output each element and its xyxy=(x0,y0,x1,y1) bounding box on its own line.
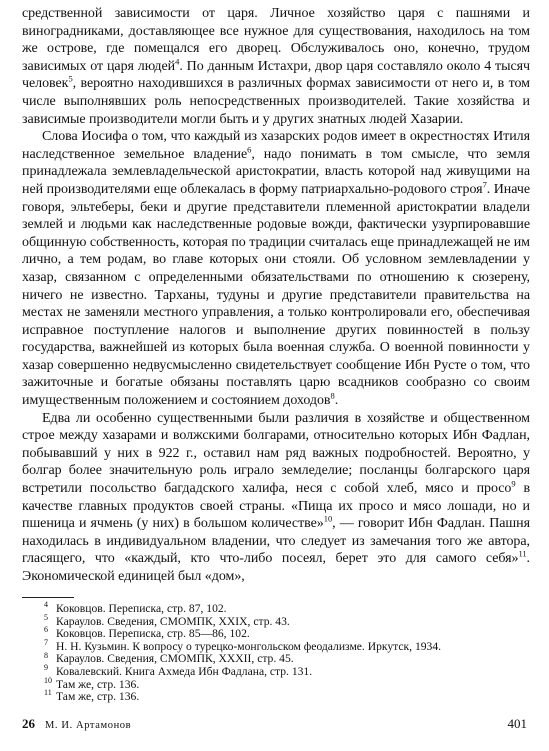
footnote: 10 Там же, стр. 136. xyxy=(44,675,140,691)
footnote-text: Н. Н. Кузьмин. К вопросу о турецко-монгольском феодализме. Иркутск, 1934. xyxy=(56,639,442,653)
footnote-text: Коковцов. Переписка, стр. 87, 102. xyxy=(56,602,227,615)
paragraph-1 xyxy=(22,5,530,128)
footnote-text: Караулов. Сведения, СМОМПК, XXIX, стр. 43. xyxy=(56,614,290,628)
footnote: 7 Н. Н. Кузьмин. К вопросу о турецко-монгольском феодализме. Иркутск, 1934. xyxy=(44,637,442,653)
footnote-ref: 11 xyxy=(518,548,527,559)
footnote-text: Ковалевский. Книга Ахмеда Ибн Фадлана, стр. 131. xyxy=(56,664,313,678)
footnote: 9 Ковалевский. Книга Ахмеда Ибн Фадлана, стр. 131. xyxy=(44,663,313,678)
footnote: 4 Коковцов. Переписка, стр. 87, 102. xyxy=(44,600,227,615)
footnote-ref: 5 xyxy=(68,73,73,84)
paragraph-2 xyxy=(22,128,530,410)
text-run: Слова Иосифа о том, что каждый из хазарских родов имеет в окрестностях Итиля наследственное земельное владение xyxy=(22,129,530,162)
text-run: , надо понимать в том смысле, что земля принадлежала землевладельческой аристократии, власть которой над живущими на ней производителями еще облекалась в форму патриархально-родового строя xyxy=(22,146,530,197)
footnote-ref: 7 xyxy=(482,179,487,190)
page-number: 401 xyxy=(507,716,527,731)
text-run: , вероятно находившихся в различных формах зависимости от него и, в том числе выполнявших роль непосредственных производителей. Такие хозяйства и зависимые производители могли быть и у других знатных людей Хазарии. xyxy=(22,76,530,127)
running-page-number: 26 xyxy=(22,716,35,731)
footnote-text: Там же, стр. 136. xyxy=(56,677,140,691)
running-footer xyxy=(22,716,131,732)
footnote-text: Караулов. Сведения, СМОМПК, XXXII, стр. 45. xyxy=(56,652,294,666)
text-run: средственной зависимости от царя. Личное хозяйство царя с пашнями и виноградниками, доставляющее все нужное для существования, находилось на том же острове, где помещался его дворец. Обслуживалось оно, конечно, трудом зависимых от царя людей xyxy=(22,6,530,74)
text-run: в качестве главных продуктов своей страны. «Пища их просо и мясо лошади, но и пшеница и ячмень (у них) в большом количестве» xyxy=(22,481,531,532)
footnote-ref: 6 xyxy=(247,144,252,155)
footnote-text: Там же, стр. 136. xyxy=(56,690,140,704)
footnote-ref: 10 xyxy=(323,513,333,524)
footnote: 6 Коковцов. Переписка, стр. 85—86, 102. xyxy=(44,625,250,641)
text-run: Едва ли особенно существенными были различия в хозяйстве и общественном строе между хазарами и волжскими болгарами, относительно которых Ибн Фадлан, побывавший у них в 922 г., оставил нам ряд важных подробностей. Вероятно, у болгар более значительную роль играло земледелие; посланцы болгарского царя встретили посольство багдадского халифа, неся с собой хлеб, мясо и просо xyxy=(22,410,530,497)
text-run: , — говорит Ибн Фадлан. Пашня находилась в индивидуальном владении, что следует из замечания того же автора, гласящего, что «каждый, кто что-либо посеял, берет это для самого себя» xyxy=(22,516,530,567)
body-text xyxy=(22,5,530,586)
text-run: . По данным Истахри, двор царя составляло около 4 тысяч человек xyxy=(22,58,531,92)
footnote: 8 Караулов. Сведения, СМОМПК, XXXII, стр. 45. xyxy=(44,650,294,666)
footnote-text: Коковцов. Переписка, стр. 85—86, 102. xyxy=(56,627,250,641)
footnote-ref: 4 xyxy=(175,56,180,67)
running-author: М. И. Артамонов xyxy=(45,720,132,731)
footnote: 11 Там же, стр. 136. xyxy=(44,688,140,704)
footnote-ref: 8 xyxy=(330,390,335,401)
text-run: . Экономической единицей был «дом», xyxy=(22,551,530,584)
footnotes xyxy=(44,600,524,704)
footnote-divider xyxy=(22,597,74,598)
text-run: . Иначе говоря, эльтеберы, беки и другие представители племенной аристократии владели землей и людьми как наследственные родовые вожди, фактически узурпировавшие общинную собственность, которая по традиции считалась еще принадлежащей не им лично, а тем родам, во главе которых они стояли. Об условном землевладении у хазар, связанном с определенными обязательствами по отношению к сюзерену, ничего не известно. Тарханы, тудуны и другие представители правительства на местах не заменяли местного управления, а только контролировали его, обеспечивая исправное поступление налогов и выполнение других повинностей в пользу государства, важнейшей из которых была военная служба. О военной повинности у хазар совершенно недвусмысленно свидетельствует сообщение Ибн Русте о том, что зажиточные и богатые обязаны поставлять царю всадников сообразно со своим имущественным положением и состоянием доходов xyxy=(22,181,530,409)
paragraph-3 xyxy=(22,410,530,586)
text-run: . xyxy=(334,393,339,409)
footnote-ref: 9 xyxy=(511,478,516,489)
footnote: 5 Караулов. Сведения, СМОМПК, XXIX, стр. 43. xyxy=(44,612,290,628)
